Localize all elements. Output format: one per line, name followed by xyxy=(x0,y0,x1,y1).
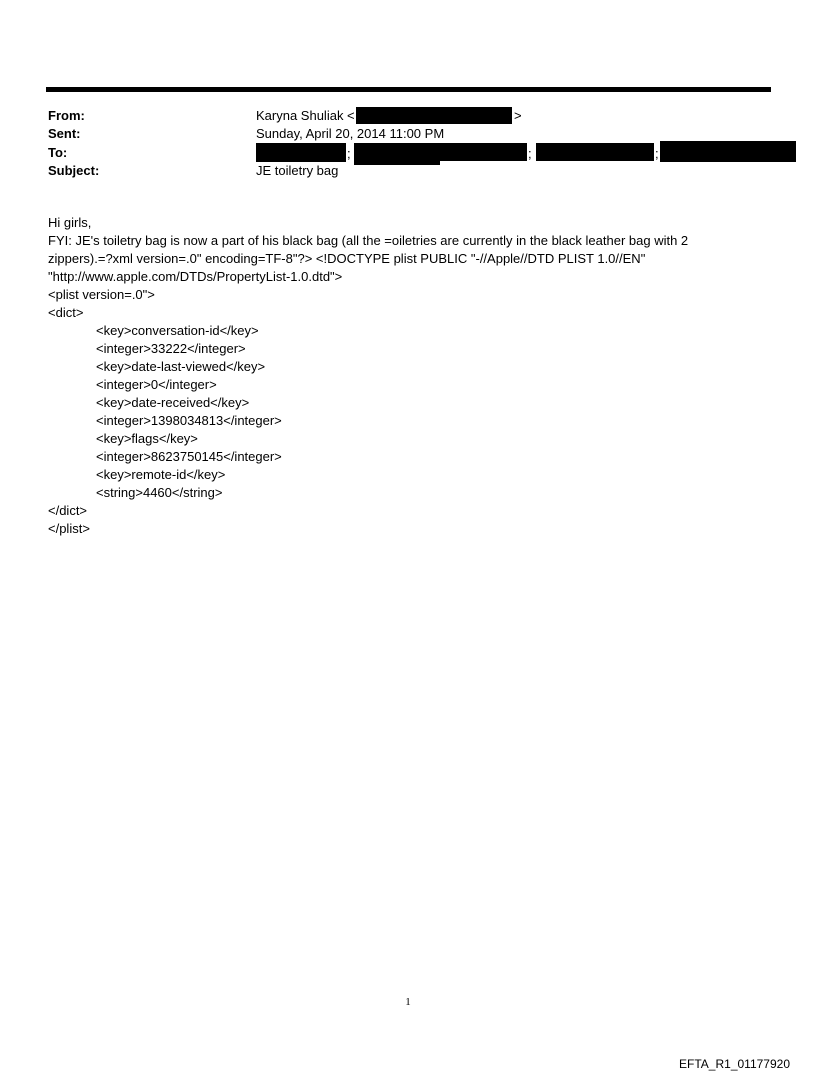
body-line: <integer>1398034813</integer> xyxy=(96,413,282,428)
body-line: "http://www.apple.com/DTDs/PropertyList-1.0.dtd"> xyxy=(48,269,343,284)
sent-label: Sent: xyxy=(48,126,81,141)
body-line: FYI: JE's toiletry bag is now a part of his black bag (all the =oiletries are currently in the black leather bag with 2 xyxy=(48,233,689,248)
body-line: <key>date-last-viewed</key> xyxy=(96,359,266,374)
body-line: <integer>0</integer> xyxy=(96,377,217,392)
body-line: <key>date-received</key> xyxy=(96,395,250,410)
body-line: zippers).=?xml version=.0" encoding=TF-8"?> <!DOCTYPE plist PUBLIC "-//Apple//DTD PLIST 1.0//EN" xyxy=(48,251,646,266)
redaction-to-2 xyxy=(354,143,440,165)
header-rule xyxy=(46,87,771,92)
redaction-to-3 xyxy=(440,143,527,161)
to-separator-2: ; xyxy=(528,146,532,161)
subject-label: Subject: xyxy=(48,163,100,178)
body-line: <key>flags</key> xyxy=(96,431,198,446)
document-id: EFTA_R1_01177920 xyxy=(679,1057,790,1071)
redaction-from-email xyxy=(356,107,512,124)
to-separator-3: ; xyxy=(655,146,659,161)
body-line: </plist> xyxy=(48,521,90,536)
body-line: <integer>8623750145</integer> xyxy=(96,449,282,464)
from-name: Karyna Shuliak < xyxy=(256,108,355,123)
to-separator-1: ; xyxy=(347,146,351,161)
redaction-to-1 xyxy=(256,143,346,162)
from-close-bracket: > xyxy=(514,108,522,123)
to-label: To: xyxy=(48,145,68,160)
subject-value: JE toiletry bag xyxy=(256,163,339,178)
body-line: </dict> xyxy=(48,503,88,518)
body-line: <key>conversation-id</key> xyxy=(96,323,259,338)
redaction-to-4 xyxy=(536,143,654,161)
from-label: From: xyxy=(48,108,85,123)
redaction-to-5 xyxy=(660,141,796,162)
page-number: 1 xyxy=(405,996,411,1008)
sent-value: Sunday, April 20, 2014 11:00 PM xyxy=(256,126,445,141)
body-line: <plist version=.0"> xyxy=(48,287,155,302)
body-line: <integer>33222</integer> xyxy=(96,341,246,356)
body-line-greeting: Hi girls, xyxy=(48,215,92,230)
body-line: <dict> xyxy=(48,305,84,320)
body-line: <string>4460</string> xyxy=(96,485,223,500)
body-line: <key>remote-id</key> xyxy=(96,467,226,482)
